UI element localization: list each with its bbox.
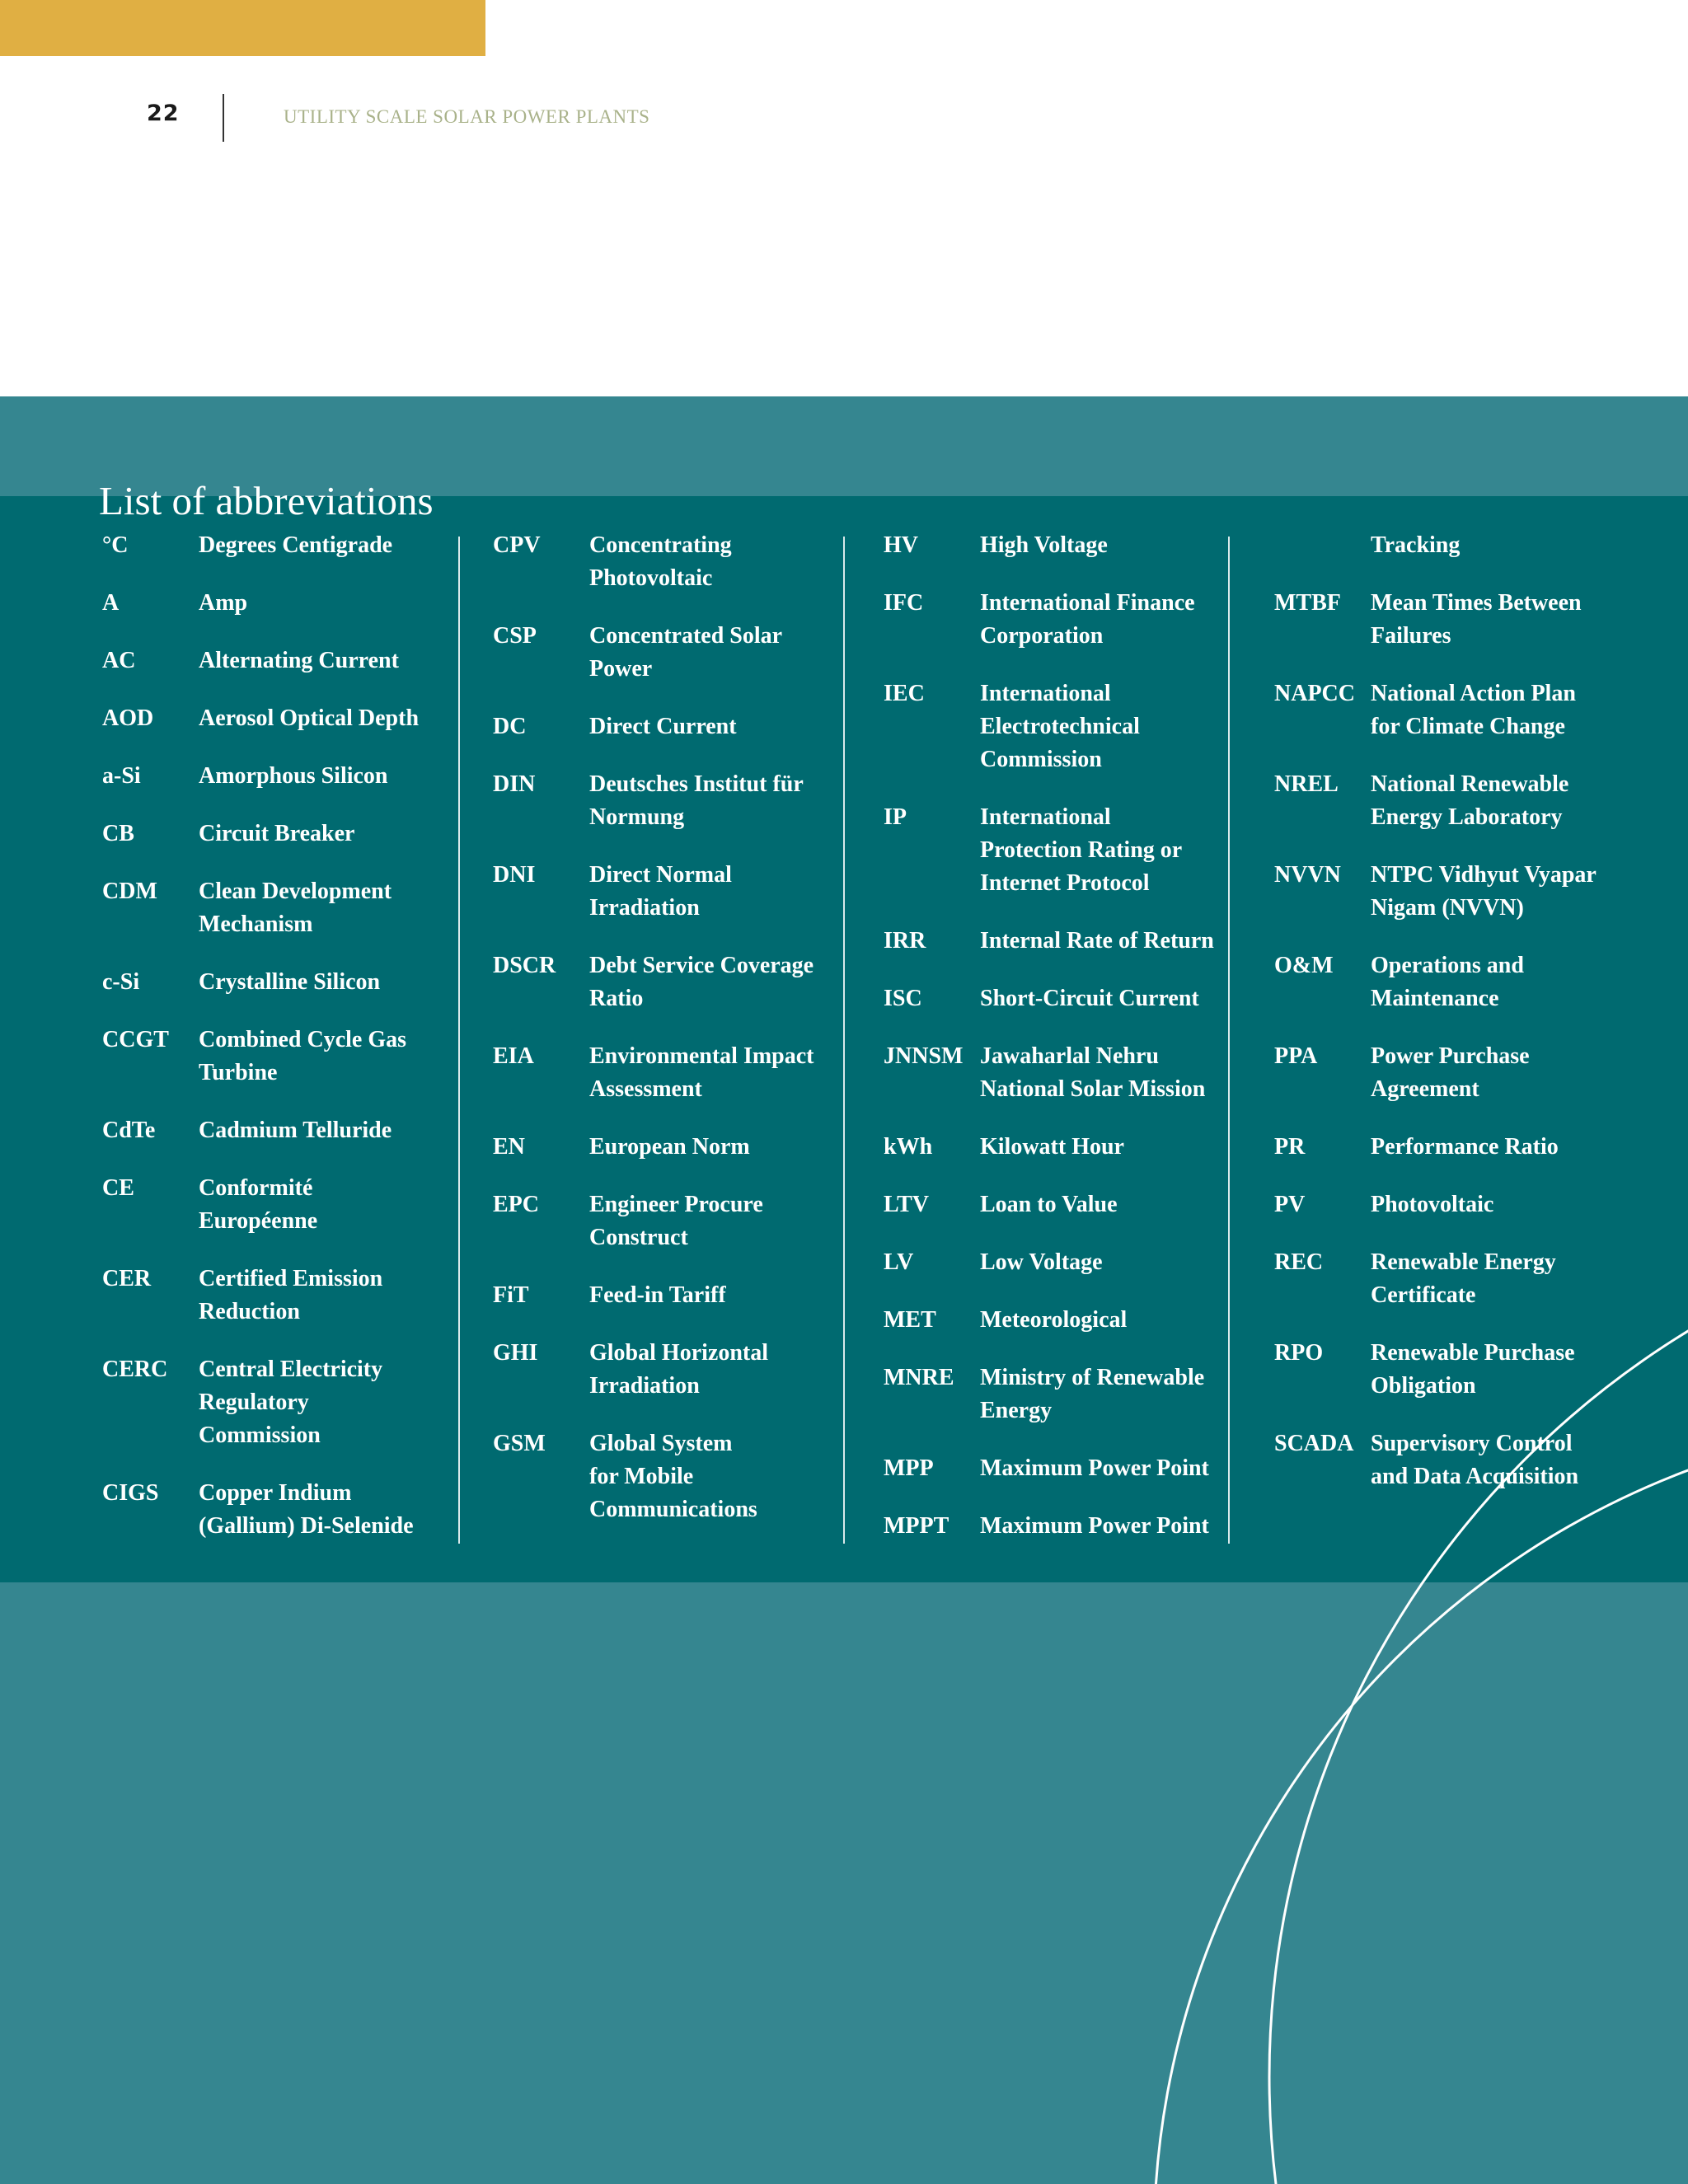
- abbreviation-definition: Direct Normal Irradiation: [589, 862, 732, 921]
- abbreviation-definition: Combined Cycle Gas Turbine: [199, 1027, 406, 1085]
- column-divider: [458, 537, 460, 1544]
- abbreviation-definition: Ministry of Renewable Energy: [980, 1365, 1205, 1423]
- abbreviation-entry: [493, 710, 839, 743]
- abbreviation-term: MNRE: [884, 1365, 954, 1390]
- abbreviation-entry: [102, 587, 448, 620]
- abbreviation-term: CCGT: [102, 1027, 169, 1052]
- running-head: UTILITY SCALE SOLAR POWER PLANTS: [284, 106, 650, 127]
- abbreviation-entry: [1274, 587, 1662, 653]
- abbreviation-term: MET: [884, 1307, 936, 1333]
- abbreviation-entry: [102, 702, 448, 735]
- abbreviation-term: GHI: [493, 1340, 538, 1366]
- abbreviation-entry: [493, 859, 839, 925]
- abbreviation-definition: Maximum Power Point: [980, 1513, 1209, 1539]
- abbreviation-definition: International Finance Corporation: [980, 590, 1195, 649]
- abbreviation-term: DNI: [493, 862, 536, 888]
- abbreviation-entry: [1274, 529, 1662, 562]
- abbreviation-term: HV: [884, 532, 918, 558]
- abbreviation-term: c-Si: [102, 969, 140, 995]
- abbreviation-term: DC: [493, 714, 527, 739]
- abbreviation-definition: Jawaharlal Nehru National Solar Mission: [980, 1043, 1206, 1102]
- abbreviation-definition: Clean Development Mechanism: [199, 879, 392, 937]
- abbreviation-definition: NTPC Vidhyut Vyapar Nigam (NVVN): [1371, 862, 1597, 921]
- abbreviation-entry: [102, 644, 448, 677]
- abbreviation-definition: Mean Times Between Failures: [1371, 590, 1582, 649]
- abbreviation-entry: [884, 982, 1230, 1015]
- abbreviation-term: CSP: [493, 623, 537, 649]
- abbreviation-term: AC: [102, 648, 136, 673]
- abbreviation-entry: [1274, 1131, 1662, 1164]
- column-divider: [843, 537, 845, 1544]
- abbreviation-term: JNNSM: [884, 1043, 964, 1069]
- abbreviation-term: CDM: [102, 879, 157, 904]
- abbreviation-entry: [884, 1361, 1230, 1427]
- abbreviation-definition: Internal Rate of Return: [980, 928, 1214, 954]
- abbreviation-entry: [493, 949, 839, 1015]
- abbreviation-term: PR: [1274, 1134, 1306, 1160]
- abbreviation-term: MPP: [884, 1455, 934, 1481]
- abbreviation-definition: High Voltage: [980, 532, 1108, 558]
- abbreviation-definition: Amp: [199, 590, 248, 616]
- abbreviation-entry: [1274, 1040, 1662, 1106]
- abbreviation-definition: Conformité Européenne: [199, 1175, 318, 1234]
- abbreviation-entry: [102, 760, 448, 793]
- abbreviation-term: CERC: [102, 1357, 168, 1382]
- abbreviation-term: NAPCC: [1274, 681, 1355, 706]
- abbreviation-definition: Renewable Energy Certificate: [1371, 1249, 1556, 1308]
- abbreviation-term: SCADA: [1274, 1431, 1354, 1456]
- abbreviation-definition: Degrees Centigrade: [199, 532, 393, 558]
- abbreviation-definition: Photovoltaic: [1371, 1192, 1494, 1217]
- abbreviation-entry: [884, 1040, 1230, 1106]
- abbreviation-entry: [102, 1114, 448, 1147]
- abbreviation-entry: [884, 801, 1230, 900]
- abbreviation-entry: [493, 1279, 839, 1312]
- abbreviation-entry: [102, 818, 448, 851]
- abbreviation-definition: Crystalline Silicon: [199, 969, 381, 995]
- abbreviation-definition: Concentrating Photovoltaic: [589, 532, 732, 591]
- abbreviation-term: REC: [1274, 1249, 1324, 1275]
- abbreviation-term: °C: [102, 532, 129, 558]
- abbreviation-definition: Circuit Breaker: [199, 821, 355, 846]
- abbreviation-column-1: [102, 529, 448, 1568]
- abbreviation-column-2: [493, 529, 839, 1551]
- abbreviation-definition: Loan to Value: [980, 1192, 1118, 1217]
- abbreviation-definition: Operations and Maintenance: [1371, 953, 1524, 1011]
- abbreviation-entry: [102, 875, 448, 941]
- abbreviation-entry: [102, 1477, 448, 1543]
- abbreviation-entry: [884, 677, 1230, 776]
- abbreviation-entry: [493, 768, 839, 834]
- abbreviation-definition: National Action Plan for Climate Change: [1371, 681, 1576, 739]
- abbreviation-definition: Certified Emission Reduction: [199, 1266, 383, 1324]
- abbreviation-term: CB: [102, 821, 134, 846]
- abbreviation-entry: [884, 925, 1230, 958]
- abbreviation-term: PPA: [1274, 1043, 1318, 1069]
- abbreviation-term: NVVN: [1274, 862, 1341, 888]
- abbreviation-entry: [1274, 768, 1662, 834]
- abbreviation-definition: Maximum Power Point: [980, 1455, 1209, 1481]
- abbreviation-term: IFC: [884, 590, 924, 616]
- abbreviation-definition: Renewable Purchase Obligation: [1371, 1340, 1575, 1399]
- abbreviation-term: PV: [1274, 1192, 1306, 1217]
- page-number: 22: [147, 101, 180, 126]
- abbreviation-term: MTBF: [1274, 590, 1341, 616]
- abbreviation-term: CPV: [493, 532, 541, 558]
- abbreviation-definition: Amorphous Silicon: [199, 763, 388, 789]
- abbreviation-definition: Deutsches Institut für Normung: [589, 771, 804, 830]
- abbreviation-definition: Global System for Mobile Communications: [589, 1431, 757, 1522]
- abbreviation-entry: [884, 1510, 1230, 1543]
- abbreviation-term: EPC: [493, 1192, 539, 1217]
- abbreviation-definition: Cadmium Telluride: [199, 1118, 392, 1143]
- abbreviation-term: kWh: [884, 1134, 933, 1160]
- abbreviation-entry: [1274, 859, 1662, 925]
- abbreviation-definition: Aerosol Optical Depth: [199, 705, 420, 731]
- abbreviation-term: IEC: [884, 681, 925, 706]
- abbreviation-entry: [493, 1337, 839, 1403]
- abbreviation-term: LV: [884, 1249, 914, 1275]
- abbreviation-entry: [493, 1427, 839, 1526]
- abbreviation-entry: [1274, 1337, 1662, 1403]
- abbreviation-definition: Meteorological: [980, 1307, 1128, 1333]
- abbreviation-entry: [102, 966, 448, 999]
- abbreviation-term: ISC: [884, 986, 922, 1011]
- abbreviation-entry: [884, 1246, 1230, 1279]
- abbreviation-definition: National Renewable Energy Laboratory: [1371, 771, 1569, 830]
- abbreviation-definition: Debt Service Coverage Ratio: [589, 953, 814, 1011]
- abbreviation-entry: [884, 529, 1230, 562]
- abbreviation-term: DIN: [493, 771, 536, 797]
- abbreviation-entry: [102, 1172, 448, 1238]
- abbreviation-entry: [493, 529, 839, 595]
- abbreviation-definition: Tracking: [1371, 532, 1461, 558]
- abbreviation-definition: Concentrated Solar Power: [589, 623, 783, 682]
- abbreviation-entry: [1274, 949, 1662, 1015]
- abbreviation-definition: International Electrotechnical Commission: [980, 681, 1140, 772]
- abbreviation-entry: [493, 1040, 839, 1106]
- abbreviation-entry: [493, 1188, 839, 1254]
- abbreviation-definition: Supervisory Control and Data Acquisition: [1371, 1431, 1579, 1489]
- abbreviation-entry: [884, 1188, 1230, 1221]
- abbreviation-term: LTV: [884, 1192, 930, 1217]
- header-divider: [223, 94, 224, 142]
- abbreviation-column-4: [1274, 529, 1662, 1518]
- abbreviation-entry: [1274, 1246, 1662, 1312]
- abbreviation-term: DSCR: [493, 953, 556, 978]
- abbreviation-entry: [493, 620, 839, 686]
- abbreviation-definition: Performance Ratio: [1371, 1134, 1559, 1160]
- abbreviation-entry: [1274, 1427, 1662, 1493]
- abbreviation-term: A: [102, 590, 120, 616]
- abbreviation-entry: [102, 529, 448, 562]
- abbreviation-column-3: [884, 529, 1230, 1568]
- abbreviation-entry: [493, 1131, 839, 1164]
- abbreviation-definition: European Norm: [589, 1134, 750, 1160]
- abbreviation-term: IRR: [884, 928, 926, 954]
- abbreviation-term: a-Si: [102, 763, 141, 789]
- abbreviation-definition: Global Horizontal Irradiation: [589, 1340, 768, 1399]
- abbreviation-definition: Copper Indium (Gallium) Di-Selenide: [199, 1480, 414, 1539]
- abbreviation-entry: [884, 1452, 1230, 1485]
- abbreviation-entry: [102, 1024, 448, 1090]
- abbreviation-entry: [884, 1304, 1230, 1337]
- abbreviation-term: CIGS: [102, 1480, 159, 1506]
- abbreviation-entry: [102, 1353, 448, 1452]
- abbreviation-entry: [1274, 677, 1662, 743]
- abbreviation-term: AOD: [102, 705, 154, 731]
- abbreviation-term: RPO: [1274, 1340, 1324, 1366]
- abbreviation-definition: Direct Current: [589, 714, 737, 739]
- abbreviation-definition: Environmental Impact Assessment: [589, 1043, 814, 1102]
- abbreviation-entry: [1274, 1188, 1662, 1221]
- abbreviation-entry: [102, 1263, 448, 1329]
- abbreviation-term: NREL: [1274, 771, 1339, 797]
- header-accent-bar: [0, 0, 485, 56]
- abbreviation-term: CER: [102, 1266, 152, 1291]
- abbreviation-definition: Kilowatt Hour: [980, 1134, 1124, 1160]
- abbreviation-definition: International Protection Rating or Internet Protocol: [980, 804, 1183, 896]
- abbreviation-definition: Short-Circuit Current: [980, 986, 1199, 1011]
- abbreviation-term: FiT: [493, 1282, 529, 1308]
- column-divider: [1228, 537, 1230, 1544]
- abbreviation-entry: [884, 587, 1230, 653]
- abbreviation-definition: Central Electricity Regulatory Commission: [199, 1357, 383, 1448]
- abbreviation-definition: Alternating Current: [199, 648, 399, 673]
- abbreviation-term: CdTe: [102, 1118, 156, 1143]
- abbreviation-term: O&M: [1274, 953, 1334, 978]
- abbreviation-term: EN: [493, 1134, 525, 1160]
- abbreviation-term: EIA: [493, 1043, 534, 1069]
- abbreviation-definition: Low Voltage: [980, 1249, 1103, 1275]
- abbreviation-definition: Feed-in Tariff: [589, 1282, 726, 1308]
- abbreviation-definition: Engineer Procure Construct: [589, 1192, 763, 1250]
- abbreviation-term: IP: [884, 804, 907, 830]
- section-title: List of abbreviations: [99, 477, 434, 523]
- abbreviation-term: CE: [102, 1175, 134, 1201]
- abbreviation-entry: [884, 1131, 1230, 1164]
- abbreviation-definition: Power Purchase Agreement: [1371, 1043, 1530, 1102]
- abbreviation-term: MPPT: [884, 1513, 950, 1539]
- abbreviation-term: GSM: [493, 1431, 546, 1456]
